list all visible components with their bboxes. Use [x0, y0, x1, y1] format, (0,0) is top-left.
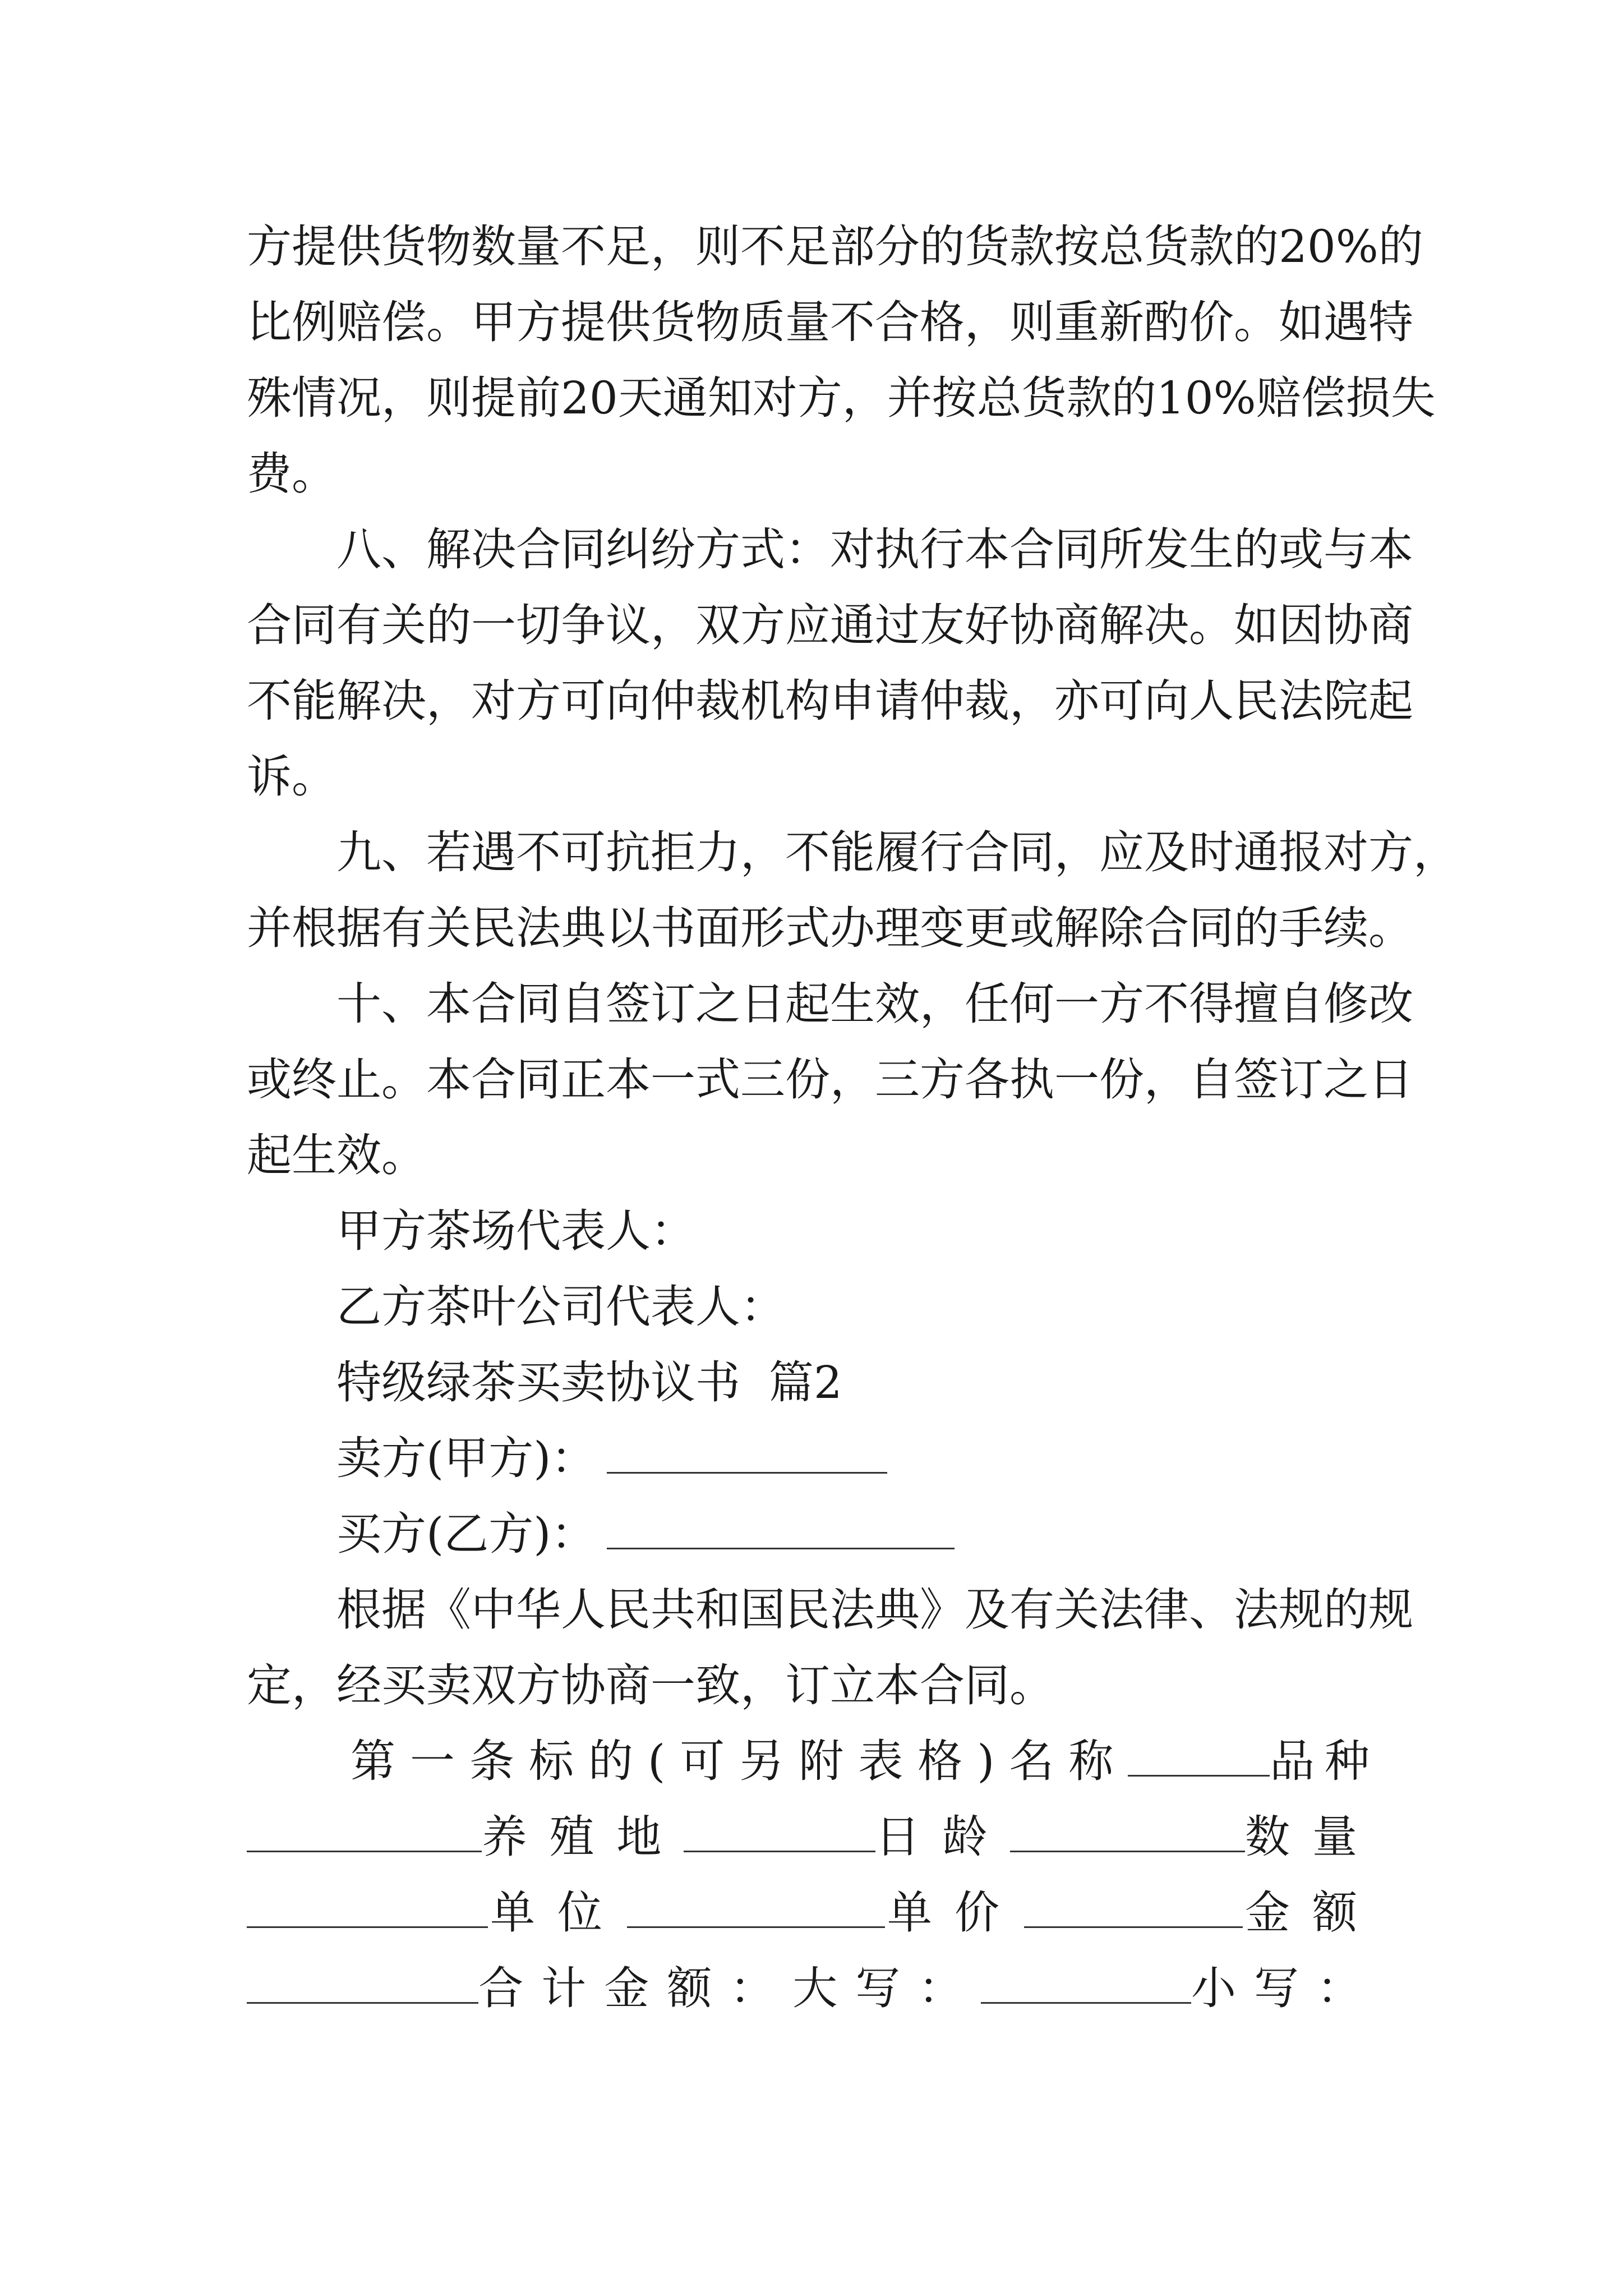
- amount-label: 金额: [1245, 1887, 1380, 1939]
- clause8-line-2: 合同有关的一切争议，双方应通过友好协商解决。如因协商: [247, 599, 1413, 651]
- clause7-line-3: 殊情况，则提前20天通知对方，并按总货款的10%赔偿损失: [247, 372, 1436, 424]
- clause8-line-4: 诉。: [247, 751, 336, 803]
- clause8-line-3: 不能解决，对方可向仲裁机构申请仲裁，亦可向人民法院起: [247, 675, 1413, 727]
- clause7-line-1: 方提供货物数量不足，则不足部分的货款按总货款的20%的: [247, 220, 1423, 273]
- seller-blank: [607, 1428, 887, 1474]
- article1-row-4: [247, 1947, 1380, 2031]
- article1-row-1: [351, 1719, 1380, 1803]
- upper-case-blank: [981, 1958, 1191, 2004]
- buyer-label: 买方(乙方)：: [336, 1508, 596, 1560]
- name-blank: [1128, 1731, 1270, 1777]
- clause10-line-1: 十、本合同自签订之日起生效，任何一方不得擅自修改: [336, 978, 1413, 1030]
- price-blank: [1024, 1883, 1243, 1928]
- variety-label: 品种: [1270, 1735, 1380, 1787]
- buyer-blank: [607, 1504, 955, 1549]
- age-label: 日龄: [875, 1811, 1010, 1863]
- age-blank: [1010, 1807, 1245, 1852]
- clause9-line-1: 九、若遇不可抗拒力，不能履行合同，应及时通报对方，: [336, 826, 1458, 878]
- total-label: 合计金额：: [478, 1962, 793, 2014]
- quantity-label: 数量: [1245, 1811, 1380, 1863]
- clause9-line-2: 并根据有关民法典以书面形式办理变更或解除合同的手续。: [247, 902, 1413, 954]
- party-b-signature-label: 乙方茶叶公司代表人：: [336, 1281, 785, 1333]
- intro-line-1: 根据《中华人民共和国民法典》及有关法律、法规的规: [336, 1584, 1413, 1636]
- party-a-signature-label: 甲方茶场代表人：: [336, 1205, 695, 1257]
- origin-blank: [684, 1807, 875, 1852]
- article1-row-2: [247, 1795, 1380, 1879]
- buyer-row: [336, 1492, 1380, 1576]
- clause10-line-2: 或终止。本合同正本一式三份，三方各执一份，自签订之日: [247, 1053, 1413, 1106]
- seller-row: [336, 1416, 1380, 1501]
- intro-line-2: 定，经买卖双方协商一致，订立本合同。: [247, 1659, 1054, 1711]
- amount-blank: [247, 1958, 478, 2004]
- quantity-blank: [247, 1883, 488, 1928]
- clause7-line-4: 费。: [247, 448, 336, 500]
- clause10-line-3: 起生效。: [247, 1129, 426, 1181]
- clause7-line-2: 比例赔偿。甲方提供货物质量不合格，则重新酌价。如遇特: [247, 296, 1413, 348]
- seller-label: 卖方(甲方)：: [336, 1432, 596, 1484]
- unit-blank: [627, 1883, 885, 1928]
- upper-case-label: 大写：: [792, 1962, 981, 2014]
- variety-blank: [247, 1807, 482, 1852]
- section-heading: 特级绿茶买卖协议书 篇2: [336, 1356, 842, 1409]
- clause8-line-1: 八、解决合同纠纷方式：对执行本合同所发生的或与本: [336, 523, 1413, 576]
- article1-row-3: [247, 1871, 1380, 1955]
- lower-case-label: 小写：: [1191, 1962, 1380, 2014]
- unit-label: 单位: [490, 1887, 625, 1939]
- price-label: 单价: [887, 1887, 1022, 1939]
- origin-label: 养殖地: [482, 1811, 684, 1863]
- article1-lead: 第一条标的(可另附表格)名称: [351, 1735, 1128, 1787]
